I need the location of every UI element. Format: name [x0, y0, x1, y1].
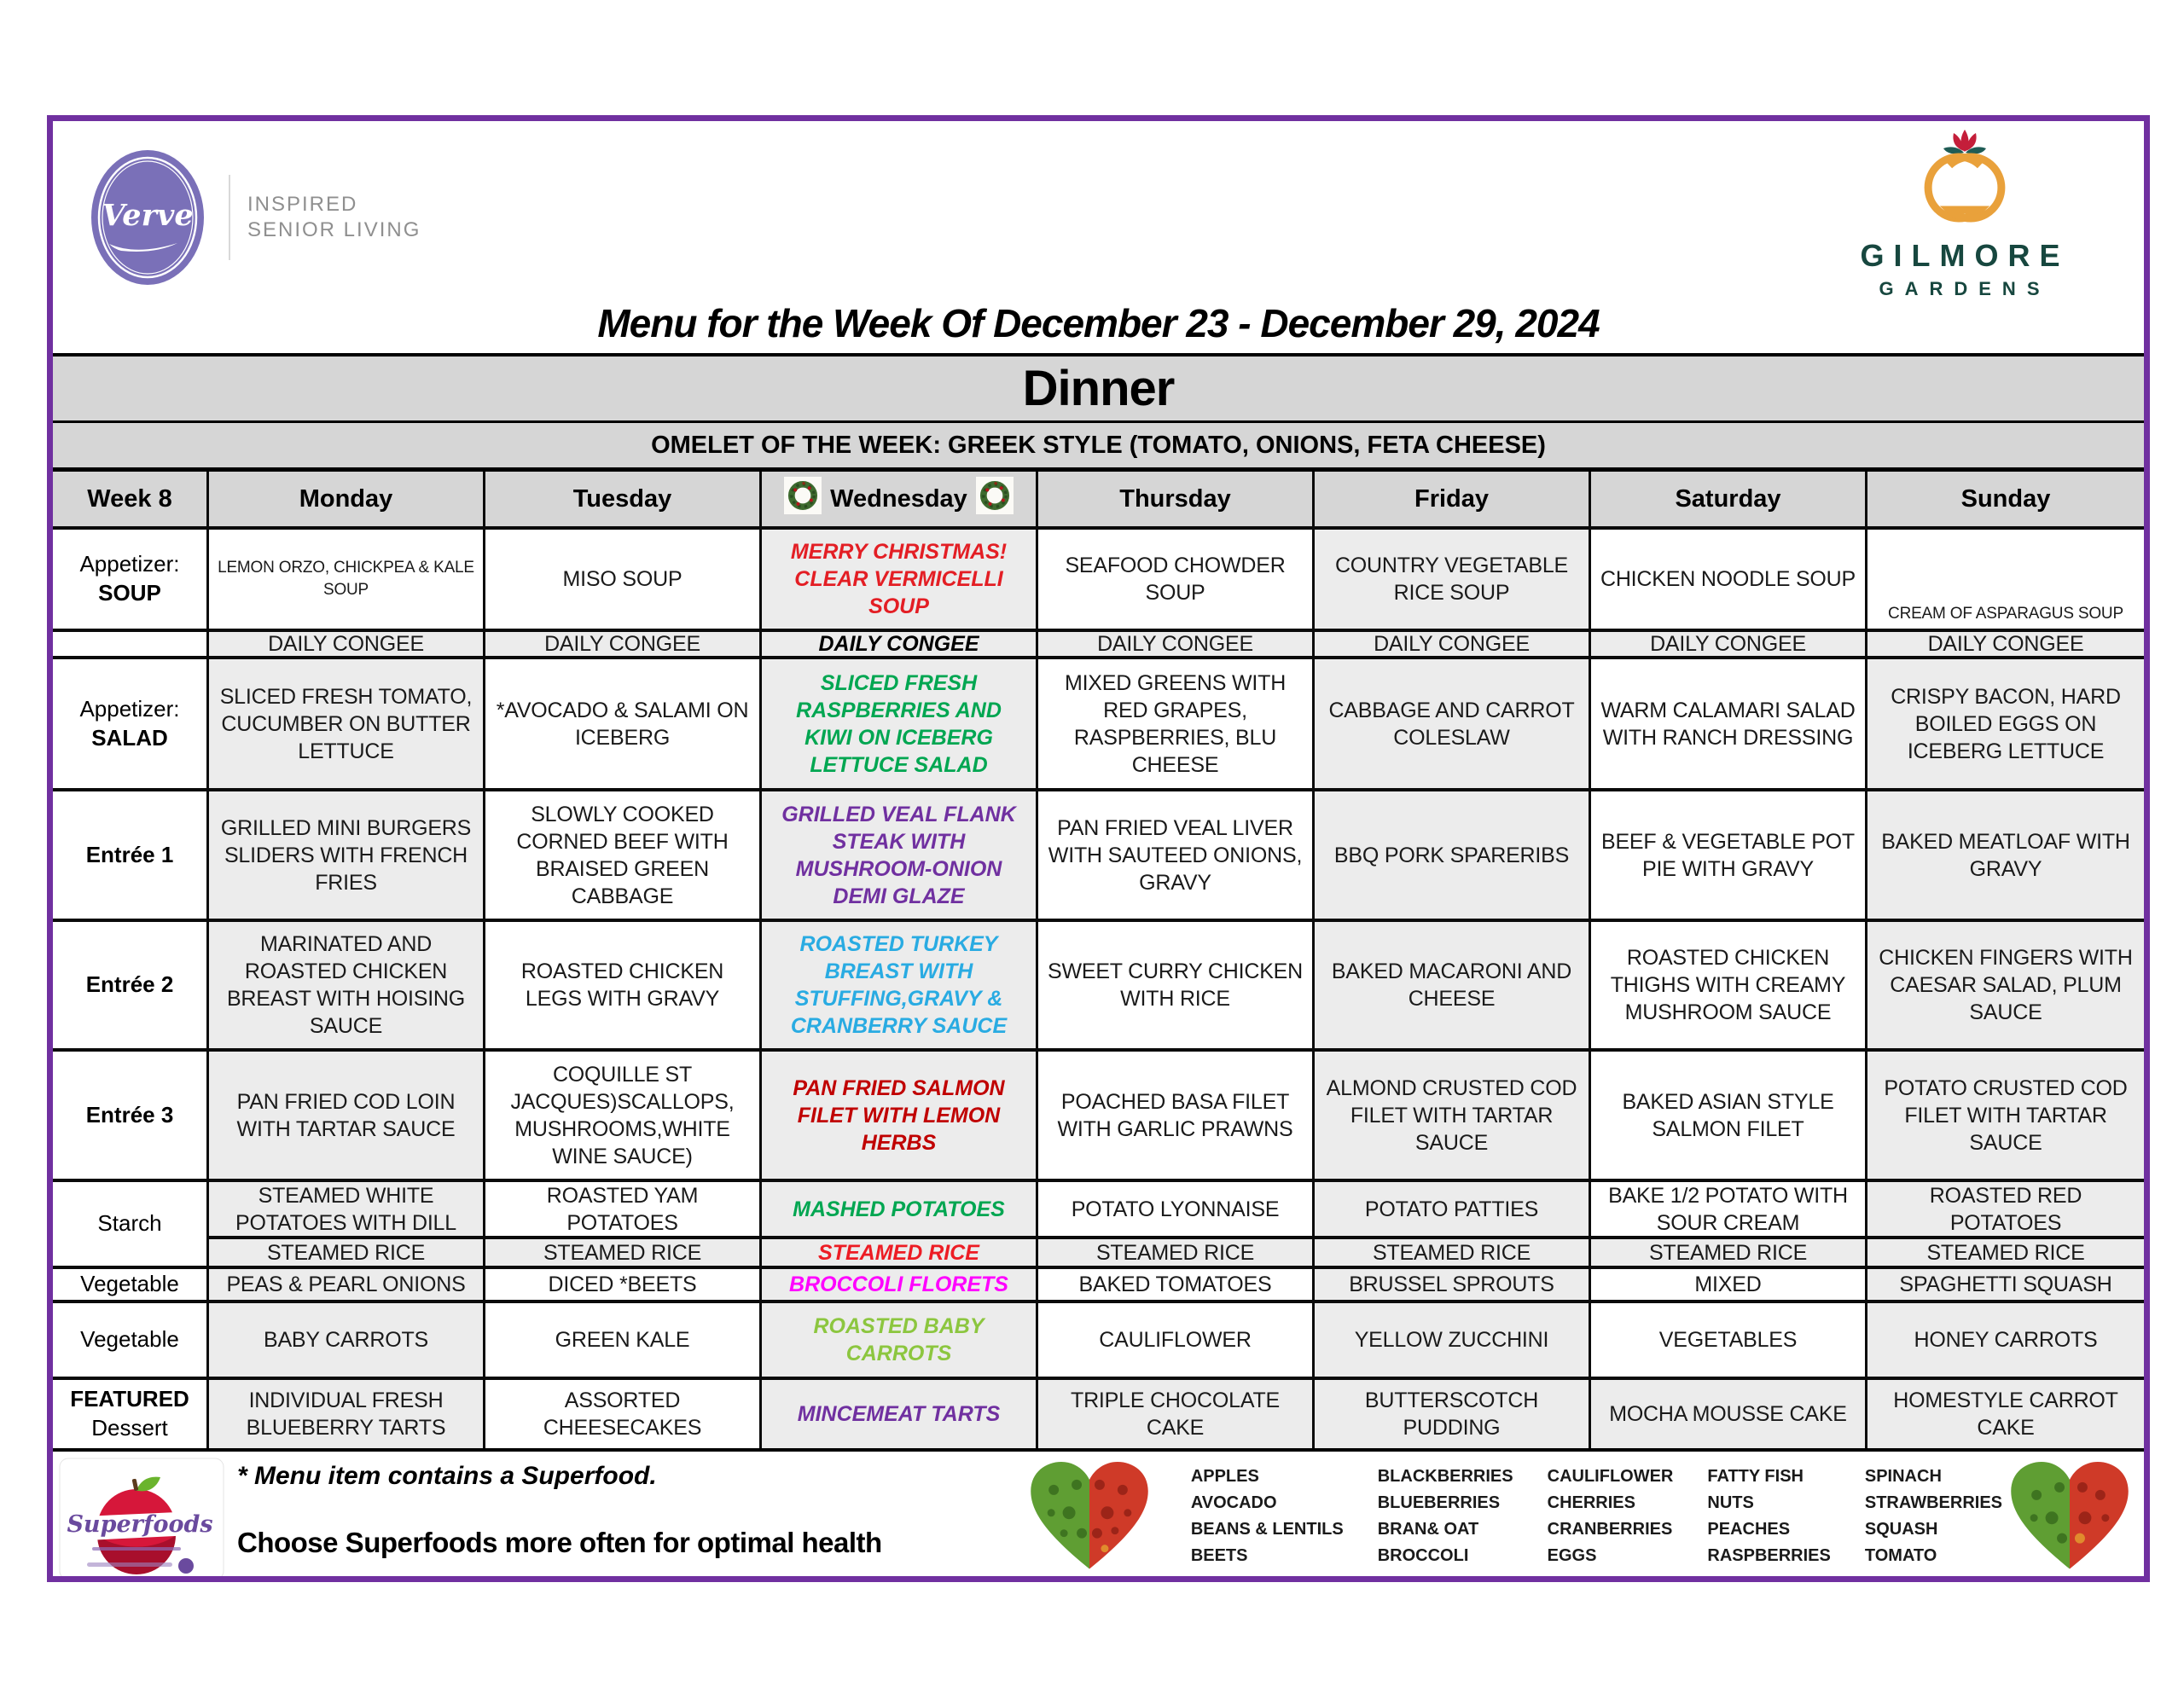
day-header-label: Monday	[299, 484, 393, 513]
menu-item-text: POTATO CRUSTED COD FILET WITH TARTAR SAUCE	[1884, 1075, 2128, 1155]
menu-cell-entree-3-sunday	[1867, 1052, 2144, 1182]
menu-cell-daily-congee-sunday	[1867, 632, 2144, 659]
menu-cell-vegetable-2-saturday	[1591, 1303, 1867, 1380]
superfood-item: CHERRIES	[1547, 1493, 1635, 1512]
menu-item-text: PAN FRIED SALMON FILET WITH LEMON HERBS	[793, 1075, 1005, 1155]
day-header-label: Thursday	[1119, 484, 1231, 513]
superfood-item: STRAWBERRIES	[1864, 1493, 2002, 1512]
menu-item-text: MINCEMEAT TARTS	[797, 1402, 1001, 1426]
menu-item-text: BRUSSEL SPROUTS	[1349, 1272, 1554, 1296]
menu-cell-steamed-rice-wednesday	[762, 1239, 1038, 1269]
superfood-item: CAULIFLOWER	[1547, 1467, 1674, 1486]
row-label-daily-congee	[53, 632, 209, 659]
superfood-item: BLUEBERRIES	[1377, 1493, 1501, 1512]
menu-cell-entree-3-friday	[1315, 1052, 1591, 1182]
menu-item-text: MASHED POTATOES	[793, 1197, 1005, 1221]
superfoods-column-5	[1865, 1464, 2002, 1569]
menu-cell-entree-2-tuesday	[485, 922, 762, 1052]
menu-cell-starch-saturday	[1591, 1182, 1867, 1239]
menu-cell-starch-sunday	[1867, 1182, 2144, 1239]
menu-item-text: SLOWLY COOKED CORNED BEEF WITH BRAISED GREEN CABBAGE	[516, 802, 729, 908]
menu-cell-vegetable-2-monday	[209, 1303, 485, 1380]
superfood-item: PEACHES	[1707, 1520, 1791, 1539]
row-label-line: SALAD	[91, 724, 168, 751]
menu-item-text: VEGETABLES	[1658, 1328, 1798, 1352]
menu-cell-vegetable-2-wednesday	[762, 1303, 1038, 1380]
week-label: Week 8	[87, 484, 172, 513]
menu-cell-entree-2-monday	[209, 922, 485, 1052]
superfood-item: BROCCOLI	[1377, 1546, 1469, 1565]
menu-cell-appetizer-soup-wednesday	[762, 530, 1038, 632]
menu-cell-vegetable-1-sunday	[1867, 1269, 2144, 1303]
menu-item-text: INDIVIDUAL FRESH BLUEBERRY TARTS	[246, 1388, 446, 1440]
menu-cell-starch-monday	[209, 1182, 485, 1239]
row-label-vegetable-2	[53, 1303, 209, 1380]
menu-item-text: CHICKEN FINGERS WITH CAESAR SALAD, PLUM SAUCE	[1879, 946, 2133, 1024]
menu-item-text: PAN FRIED VEAL LIVER WITH SAUTEED ONIONS, GRAVY	[1048, 815, 1303, 895]
menu-item-text: BAKED ASIAN STYLE SALMON FILET	[1622, 1089, 1834, 1141]
menu-item-text: HOMESTYLE CARROT CAKE	[1893, 1388, 2118, 1440]
menu-item-text: BAKED MEATLOAF WITH GRAVY	[1881, 829, 2130, 881]
menu-item-text: ROASTED RED POTATOES	[1929, 1183, 2082, 1235]
menu-item-text: MERRY CHRISTMAS! CLEAR VERMICELLI SOUP	[790, 540, 1008, 618]
menu-cell-daily-congee-friday	[1315, 632, 1591, 659]
menu-cell-starch-wednesday	[762, 1182, 1038, 1239]
menu-cell-appetizer-salad-thursday	[1038, 659, 1315, 791]
menu-item-text: BEEF & VEGETABLE POT PIE WITH GRAVY	[1600, 829, 1855, 881]
menu-cell-steamed-rice-thursday	[1038, 1239, 1315, 1269]
menu-item-text: BUTTERSCOTCH PUDDING	[1364, 1388, 1539, 1440]
menu-item-text: DAILY CONGEE	[268, 632, 424, 656]
veggie-heart-icon	[2002, 1457, 2137, 1578]
menu-cell-starch-thursday	[1038, 1182, 1315, 1239]
menu-item-text: ROASTED BABY CARROTS	[813, 1314, 985, 1365]
superfood-item: AVOCADO	[1190, 1493, 1277, 1512]
menu-cell-appetizer-salad-wednesday	[762, 659, 1038, 791]
menu-cell-appetizer-salad-saturday	[1591, 659, 1867, 791]
menu-item-text: MARINATED AND ROASTED CHICKEN BREAST WITH HOISING SAUCE	[226, 932, 466, 1038]
menu-item-text: ROASTED CHICKEN THIGHS WITH CREAMY MUSHROOM SAUCE	[1610, 946, 1846, 1024]
superfood-item: FATTY FISH	[1707, 1467, 1804, 1486]
menu-item-text: DAILY CONGEE	[544, 632, 700, 656]
menu-cell-daily-congee-thursday	[1038, 632, 1315, 659]
menu-cell-vegetable-1-wednesday	[762, 1269, 1038, 1303]
menu-cell-entree-3-thursday	[1038, 1052, 1315, 1182]
christmas-wreath-icon	[976, 477, 1014, 521]
verve-logo	[89, 148, 421, 287]
day-header-friday	[1315, 472, 1591, 530]
menu-item-text: STEAMED RICE	[266, 1240, 426, 1265]
menu-item-text: STEAMED RICE	[818, 1240, 979, 1265]
page-title: Menu for the Week Of December 23 - December 29, 2024	[597, 301, 1600, 345]
menu-cell-appetizer-salad-sunday	[1867, 659, 2144, 791]
day-header-label: Sunday	[1960, 484, 2051, 513]
row-label-appetizer-salad	[53, 659, 209, 791]
verve-tagline-line1: INSPIRED	[247, 193, 358, 216]
menu-cell-featured-dessert-tuesday	[485, 1380, 762, 1448]
menu-item-text: GRILLED MINI BURGERS SLIDERS WITH FRENCH FRIES	[220, 815, 472, 895]
menu-item-text: STEAMED RICE	[1372, 1240, 1531, 1265]
menu-cell-entree-1-sunday	[1867, 791, 2144, 922]
menu-item-text: PAN FRIED COD LOIN WITH TARTAR SAUCE	[236, 1089, 456, 1141]
menu-cell-steamed-rice-saturday	[1591, 1239, 1867, 1269]
menu-item-text: SPAGHETTI SQUASH	[1899, 1272, 2112, 1296]
menu-cell-vegetable-2-friday	[1315, 1303, 1591, 1380]
gilmore-sub: GARDENS	[1879, 278, 2051, 299]
superfood-item: TOMATO	[1864, 1546, 1937, 1565]
day-header-label: Saturday	[1675, 484, 1781, 513]
row-label-entree-3	[53, 1052, 209, 1182]
menu-cell-vegetable-1-tuesday	[485, 1269, 762, 1303]
menu-item-text: COUNTRY VEGETABLE RICE SOUP	[1334, 554, 1569, 605]
menu-item-text: WARM CALAMARI SALAD WITH RANCH DRESSING	[1600, 698, 1856, 750]
menu-cell-steamed-rice-sunday	[1867, 1239, 2144, 1269]
row-label-entree-1	[53, 791, 209, 922]
menu-item-text: CRISPY BACON, HARD BOILED EGGS ON ICEBERG LETTUCE	[1891, 684, 2121, 763]
meal-banner: Dinner	[53, 353, 2144, 423]
day-header-saturday	[1591, 472, 1867, 530]
day-header-wednesday	[762, 472, 1038, 530]
menu-cell-starch-tuesday	[485, 1182, 762, 1239]
superfoods-column-2	[1378, 1464, 1513, 1569]
menu-item-text: PEAS & PEARL ONIONS	[226, 1272, 466, 1296]
menu-table	[53, 467, 2144, 1452]
gilmore-name: GILMORE	[1860, 238, 2070, 273]
superfoods-list	[1157, 1457, 2002, 1569]
superfood-item: NUTS	[1707, 1493, 1754, 1512]
row-label-line: Entrée 1	[85, 841, 174, 867]
footer-notes	[225, 1457, 1022, 1559]
menu-item-text: STEAMED RICE	[1095, 1240, 1255, 1265]
menu-cell-starch-friday	[1315, 1182, 1591, 1239]
menu-item-text: ALMOND CRUSTED COD FILET WITH TARTAR SAUCE	[1326, 1075, 1577, 1155]
menu-item-text: COQUILLE ST JACQUES)SCALLOPS, MUSHROOMS,WHITE WINE SAUCE)	[510, 1062, 735, 1168]
row-label-vegetable-1	[53, 1269, 209, 1303]
row-label-line: Dessert	[91, 1415, 168, 1441]
verve-oval-icon	[89, 148, 206, 287]
menu-item-text: BROCCOLI FLORETS	[789, 1272, 1008, 1296]
menu-item-text: ROASTED YAM POTATOES	[546, 1183, 699, 1235]
menu-item-text: MISO SOUP	[562, 567, 682, 591]
superfood-item: SPINACH	[1864, 1467, 1942, 1486]
menu-cell-entree-1-friday	[1315, 791, 1591, 922]
superfood-item: BEETS	[1190, 1546, 1248, 1565]
menu-item-text: ROASTED CHICKEN LEGS WITH GRAVY	[520, 959, 724, 1011]
day-header-label: Tuesday	[572, 484, 672, 513]
menu-item-text: POTATO LYONNAISE	[1071, 1197, 1280, 1221]
menu-cell-featured-dessert-monday	[209, 1380, 485, 1448]
menu-cell-steamed-rice-tuesday	[485, 1239, 762, 1269]
menu-cell-daily-congee-monday	[209, 632, 485, 659]
menu-cell-daily-congee-tuesday	[485, 632, 762, 659]
superfood-advice: Choose Superfoods more often for optimal health	[237, 1527, 882, 1558]
veggie-heart-icon	[1022, 1457, 1157, 1578]
menu-cell-entree-1-tuesday	[485, 791, 762, 922]
menu-cell-entree-3-wednesday	[762, 1052, 1038, 1182]
menu-cell-vegetable-1-monday	[209, 1269, 485, 1303]
menu-item-text: SLICED FRESH RASPBERRIES AND KIWI ON ICEBERG LETTUCE SALAD	[796, 670, 1002, 777]
menu-item-text: TRIPLE CHOCOLATE CAKE	[1071, 1388, 1280, 1440]
menu-item-text: MIXED	[1694, 1272, 1762, 1296]
row-label-line: Entrée 3	[85, 1101, 174, 1128]
menu-cell-entree-1-monday	[209, 791, 485, 922]
superfoods-column-4	[1707, 1464, 1830, 1569]
day-header-label: Friday	[1414, 484, 1490, 513]
menu-cell-appetizer-soup-sunday	[1867, 530, 2144, 632]
day-header-thursday	[1038, 472, 1315, 530]
logo-divider	[229, 175, 230, 260]
menu-item-text: *AVOCADO & SALAMI ON ICEBERG	[496, 698, 749, 750]
menu-item-text: HONEY CARROTS	[1914, 1328, 2098, 1352]
page-header	[53, 121, 2144, 353]
menu-item-text: BBQ PORK SPARERIBS	[1333, 843, 1570, 867]
menu-cell-entree-2-sunday	[1867, 922, 2144, 1052]
menu-item-text: DAILY CONGEE	[818, 632, 979, 656]
row-label-entree-2	[53, 922, 209, 1052]
verve-tagline	[247, 192, 421, 243]
superfoods-logo-icon	[58, 1457, 225, 1581]
menu-cell-entree-2-thursday	[1038, 922, 1315, 1052]
menu-item-text: SWEET CURRY CHICKEN WITH RICE	[1047, 959, 1304, 1011]
menu-item-text: STEAMED WHITE POTATOES WITH DILL	[235, 1183, 456, 1235]
menu-cell-featured-dessert-sunday	[1867, 1380, 2144, 1448]
menu-item-text: DAILY CONGEE	[1927, 632, 2084, 656]
menu-item-text: DAILY CONGEE	[1097, 632, 1253, 656]
menu-item-text: POACHED BASA FILET WITH GARLIC PRAWNS	[1057, 1089, 1293, 1141]
menu-item-text: STEAMED RICE	[543, 1240, 702, 1265]
omelet-banner: OMELET OF THE WEEK: GREEK STYLE (TOMATO, ONIONS, FETA CHEESE)	[53, 423, 2144, 467]
row-label-featured-dessert	[53, 1380, 209, 1448]
week-label-cell	[53, 472, 209, 530]
menu-item-text: STEAMED RICE	[1648, 1240, 1808, 1265]
row-label-starch	[53, 1182, 209, 1269]
menu-item-text: DICED *BEETS	[548, 1272, 697, 1296]
menu-cell-steamed-rice-monday	[209, 1239, 485, 1269]
day-header-monday	[209, 472, 485, 530]
menu-cell-featured-dessert-saturday	[1591, 1380, 1867, 1448]
row-label-line: Appetizer:	[79, 551, 180, 577]
row-label-appetizer-soup	[53, 530, 209, 632]
menu-item-text: ROASTED TURKEY BREAST WITH STUFFING,GRAVY & CRANBERRY SAUCE	[790, 932, 1008, 1038]
menu-cell-appetizer-soup-saturday	[1591, 530, 1867, 632]
menu-item-text: SEAFOOD CHOWDER SOUP	[1065, 554, 1286, 605]
verve-tagline-line2: SENIOR LIVING	[247, 218, 421, 241]
superfood-item: BEANS & LENTILS	[1190, 1520, 1344, 1539]
superfood-item: EGGS	[1547, 1546, 1597, 1565]
menu-cell-featured-dessert-wednesday	[762, 1380, 1038, 1448]
menu-cell-appetizer-soup-thursday	[1038, 530, 1315, 632]
menu-cell-appetizer-soup-monday	[209, 530, 485, 632]
day-header-label: Wednesday	[830, 484, 967, 513]
menu-item-text: SLICED FRESH TOMATO, CUCUMBER ON BUTTER LETTUCE	[219, 684, 473, 763]
menu-cell-entree-3-monday	[209, 1052, 485, 1182]
menu-item-text: BABY CARROTS	[263, 1328, 429, 1352]
menu-item-text: POTATO PATTIES	[1364, 1197, 1539, 1221]
gilmore-monogram-icon	[1892, 128, 2037, 232]
menu-cell-entree-1-saturday	[1591, 791, 1867, 922]
menu-cell-appetizer-salad-friday	[1315, 659, 1591, 791]
menu-item-text: CREAM OF ASPARAGUS SOUP	[1888, 605, 2123, 623]
christmas-wreath-icon	[784, 477, 822, 521]
menu-item-text: LEMON ORZO, CHICKPEA & KALE SOUP	[218, 559, 474, 599]
row-label-line: Vegetable	[80, 1326, 179, 1353]
menu-cell-vegetable-2-sunday	[1867, 1303, 2144, 1380]
row-label-line: Entrée 2	[85, 971, 174, 998]
menu-item-text: BAKED TOMATOES	[1078, 1272, 1272, 1296]
superfood-item: CRANBERRIES	[1547, 1520, 1673, 1539]
row-label-line: FEATURED	[70, 1386, 189, 1412]
verve-wordmark: Verve	[102, 198, 194, 233]
menu-cell-vegetable-2-tuesday	[485, 1303, 762, 1380]
menu-cell-entree-2-wednesday	[762, 922, 1038, 1052]
menu-cell-vegetable-1-saturday	[1591, 1269, 1867, 1303]
menu-cell-appetizer-soup-tuesday	[485, 530, 762, 632]
menu-cell-entree-1-thursday	[1038, 791, 1315, 922]
row-label-line: Appetizer:	[79, 695, 180, 722]
menu-item-text: MOCHA MOUSSE CAKE	[1609, 1402, 1847, 1426]
menu-cell-appetizer-salad-monday	[209, 659, 485, 791]
day-header-tuesday	[485, 472, 762, 530]
menu-cell-daily-congee-wednesday	[762, 632, 1038, 659]
row-label-line: SOUP	[98, 580, 161, 606]
menu-item-text: BAKE 1/2 POTATO WITH SOUR CREAM	[1608, 1183, 1848, 1235]
menu-item-text: STEAMED RICE	[1926, 1240, 2085, 1265]
menu-cell-vegetable-2-thursday	[1038, 1303, 1315, 1380]
menu-item-text: DAILY CONGEE	[1374, 632, 1530, 656]
menu-item-text: ASSORTED CHEESECAKES	[543, 1388, 702, 1440]
superfood-item: SQUASH	[1864, 1520, 1938, 1539]
menu-cell-appetizer-soup-friday	[1315, 530, 1591, 632]
menu-item-text: BAKED MACARONI AND CHEESE	[1331, 959, 1572, 1011]
menu-cell-appetizer-salad-tuesday	[485, 659, 762, 791]
superfood-item: APPLES	[1190, 1467, 1259, 1486]
day-header-sunday	[1867, 472, 2144, 530]
page-footer	[53, 1452, 2144, 1582]
menu-cell-featured-dessert-friday	[1315, 1380, 1591, 1448]
superfood-note: * Menu item contains a Superfood.	[237, 1462, 657, 1490]
superfood-item: RASPBERRIES	[1707, 1546, 1831, 1565]
gilmore-gardens-logo	[1820, 128, 2110, 300]
row-label-line: Vegetable	[80, 1271, 179, 1297]
menu-cell-steamed-rice-friday	[1315, 1239, 1591, 1269]
superfoods-column-3	[1548, 1464, 1674, 1569]
menu-cell-entree-3-saturday	[1591, 1052, 1867, 1182]
menu-item-text: DAILY CONGEE	[1650, 632, 1806, 656]
menu-cell-featured-dessert-thursday	[1038, 1380, 1315, 1448]
superfood-item: BRAN& OAT	[1377, 1520, 1479, 1539]
menu-item-text: GRILLED VEAL FLANK STEAK WITH MUSHROOM-ONION DEMI GLAZE	[781, 802, 1016, 908]
menu-cell-daily-congee-saturday	[1591, 632, 1867, 659]
menu-item-text: CAULIFLOWER	[1099, 1328, 1252, 1352]
superfoods-wordmark: Superfoods	[67, 1511, 213, 1538]
menu-cell-vegetable-1-friday	[1315, 1269, 1591, 1303]
menu-cell-entree-2-friday	[1315, 922, 1591, 1052]
menu-item-text: CABBAGE AND CARROT COLESLAW	[1328, 698, 1575, 750]
menu-cell-entree-3-tuesday	[485, 1052, 762, 1182]
menu-item-text: MIXED GREENS WITH RED GRAPES, RASPBERRIES, BLU CHEESE	[1064, 670, 1287, 777]
menu-item-text: YELLOW ZUCCHINI	[1354, 1328, 1549, 1352]
menu-cell-vegetable-1-thursday	[1038, 1269, 1315, 1303]
menu-cell-entree-1-wednesday	[762, 791, 1038, 922]
superfood-item: BLACKBERRIES	[1377, 1467, 1513, 1486]
menu-item-text: CHICKEN NOODLE SOUP	[1600, 567, 1856, 591]
menu-cell-entree-2-saturday	[1591, 922, 1867, 1052]
menu-page-frame	[47, 115, 2150, 1582]
menu-item-text: GREEN KALE	[555, 1328, 690, 1352]
row-label-line: Starch	[97, 1210, 162, 1237]
superfoods-column-1	[1191, 1464, 1344, 1569]
